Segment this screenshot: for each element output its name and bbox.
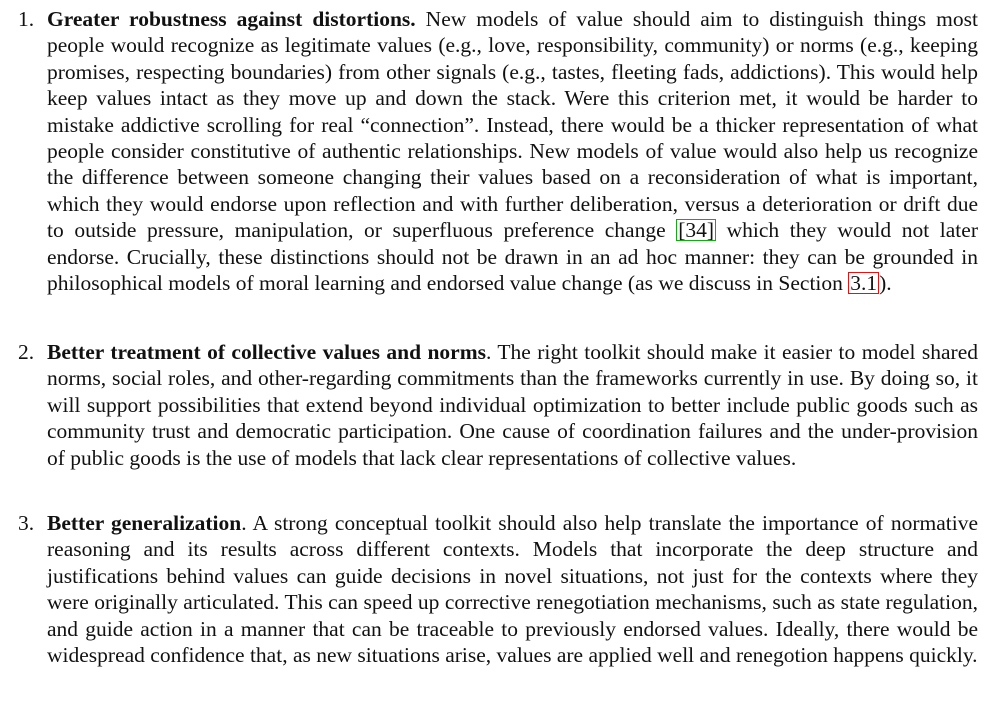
list-number: 2. [18,340,35,364]
list-item [18,339,978,471]
item-text: ). [879,271,892,296]
item-text: which they would not later endorse. Crucially, these distinctions should not be drawn in an ad hoc manner: they can be grounded in philosophical models of moral learning and endorsed value change (as we discuss in Section [47,218,978,296]
section-reference-link[interactable]: 3.1 [850,271,878,296]
item-text: New models of value should aim to distinguish things most people would recognize as legitimate values (e.g., love, responsibility, community) or norms (e.g., keeping promises, respecting boundaries) from other signals (e.g., tastes, fleeting fads, addictions). This would help keep values intact as they move up and down the stack. Were this criterion met, it would be harder to mistake addictive scrolling for real “connection”. Instead, there would be a thicker representation of what people consider constitutive of authentic relationships. New models of value would also help us recognize the difference between someone changing their values based on a reconsideration of what is important, which they would endorse upon reflection and with further deliberation, versus a deterioration or drift due to outside pressure, manipulation, or superfluous preference change [47,7,978,243]
list-number: 1. [18,7,35,31]
list-item [18,510,978,668]
item-text: . The right toolkit should make it easier to model shared norms, social roles, and other-regarding commitments than the frameworks currently in use. By doing so, it will support possibilities that extend beyond individual optimization to better include public goods such as community trust and democratic participation. One cause of coordination failures and the under-provision of public goods is the use of models that lack clear representations of collective values. [47,340,978,470]
list-item-body [47,510,978,668]
item-heading: Better treatment of collective values and norms [47,340,486,364]
item-text: . A strong conceptual toolkit should also help translate the importance of normative reasoning and its results across different contexts. Models that incorporate the deep structure and justifications behind values can guide decisions in novel situations, not just for the contexts where they were originally articulated. This can speed up corrective renegotiation mechanisms, such as state regulation, and guide action in a manner that can be traceable to previously endorsed values. Ideally, there would be widespread confidence that, as new situations arise, values are applied well and renegotion happens quickly. [47,511,978,668]
item-heading: Better generalization [47,511,242,535]
item-heading: Greater robustness against distortions. [47,7,416,31]
list-item-body [47,339,978,471]
citation-link[interactable]: [34] [678,218,715,243]
list-item-body [47,6,978,296]
list-item [18,6,978,296]
list-number: 3. [18,511,35,535]
